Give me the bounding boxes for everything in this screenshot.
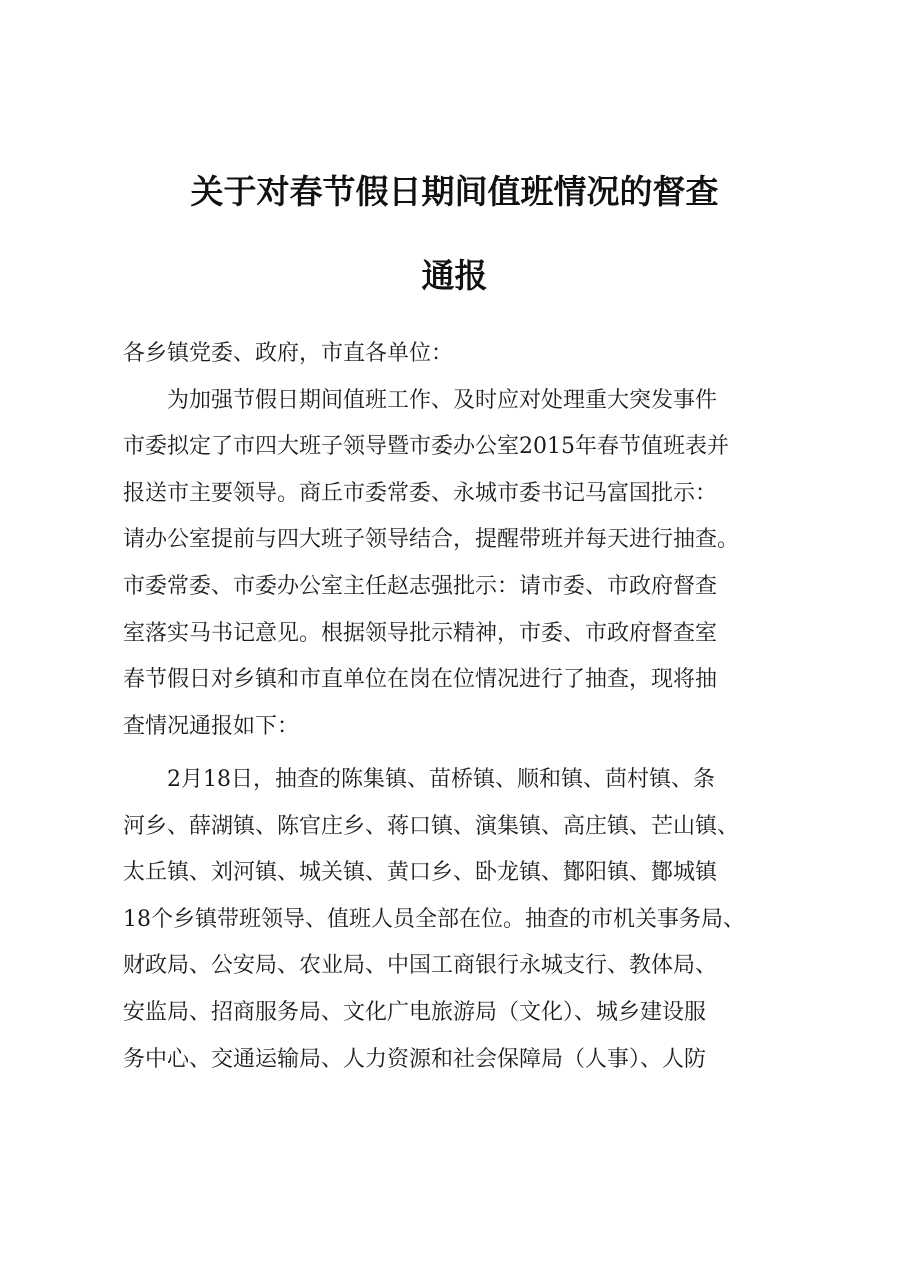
body-line: 春节假日对乡镇和市直单位在岗在位情况进行了抽查，现将抽 bbox=[123, 667, 718, 692]
body-line: 市委常委、市委办公室主任赵志强批示：请市委、市政府督查 bbox=[123, 574, 718, 599]
body-line: 市委拟定了市四大班子领导暨市委办公室2015年春节值班表并 bbox=[123, 434, 729, 459]
body-line: 河乡、薛湖镇、陈官庄乡、蒋口镇、演集镇、高庄镇、芒山镇、 bbox=[123, 814, 740, 839]
body-line: 报送市主要领导。商丘市委常委、永城市委书记马富国批示： bbox=[123, 481, 718, 506]
body-line: 请办公室提前与四大班子领导结合，提醒带班并每天进行抽查。 bbox=[123, 527, 740, 552]
salutation-line: 各乡镇党委、政府，市直各单位： bbox=[123, 341, 454, 366]
body-line: 太丘镇、刘河镇、城关镇、黄口乡、卧龙镇、鄼阳镇、鄼城镇 bbox=[123, 860, 718, 885]
body-line: 财政局、公安局、农业局、中国工商银行永城支行、教体局、 bbox=[123, 953, 718, 978]
body-line: 18个乡镇带班领导、值班人员全部在位。抽查的市机关事务局、 bbox=[123, 907, 745, 932]
body-line: 安监局、招商服务局、文化广电旅游局（文化）、城乡建设服 bbox=[123, 1000, 707, 1025]
document-title-continued: 通报 bbox=[421, 256, 488, 295]
body-line: 为加强节假日期间值班工作、及时应对处理重大突发事件 bbox=[123, 388, 718, 413]
body-line: 务中心、交通运输局、人力资源和社会保障局（人事）、人防 bbox=[123, 1047, 707, 1072]
body-line: 室落实马书记意见。根据领导批示精神，市委、市政府督查室 bbox=[123, 621, 718, 646]
body-line: 2月18日，抽查的陈集镇、苗桥镇、顺和镇、茴村镇、条 bbox=[123, 767, 715, 792]
document-title: 关于对春节假日期间值班情况的督查 bbox=[190, 172, 719, 211]
body-line: 查情况通报如下： bbox=[123, 714, 300, 739]
